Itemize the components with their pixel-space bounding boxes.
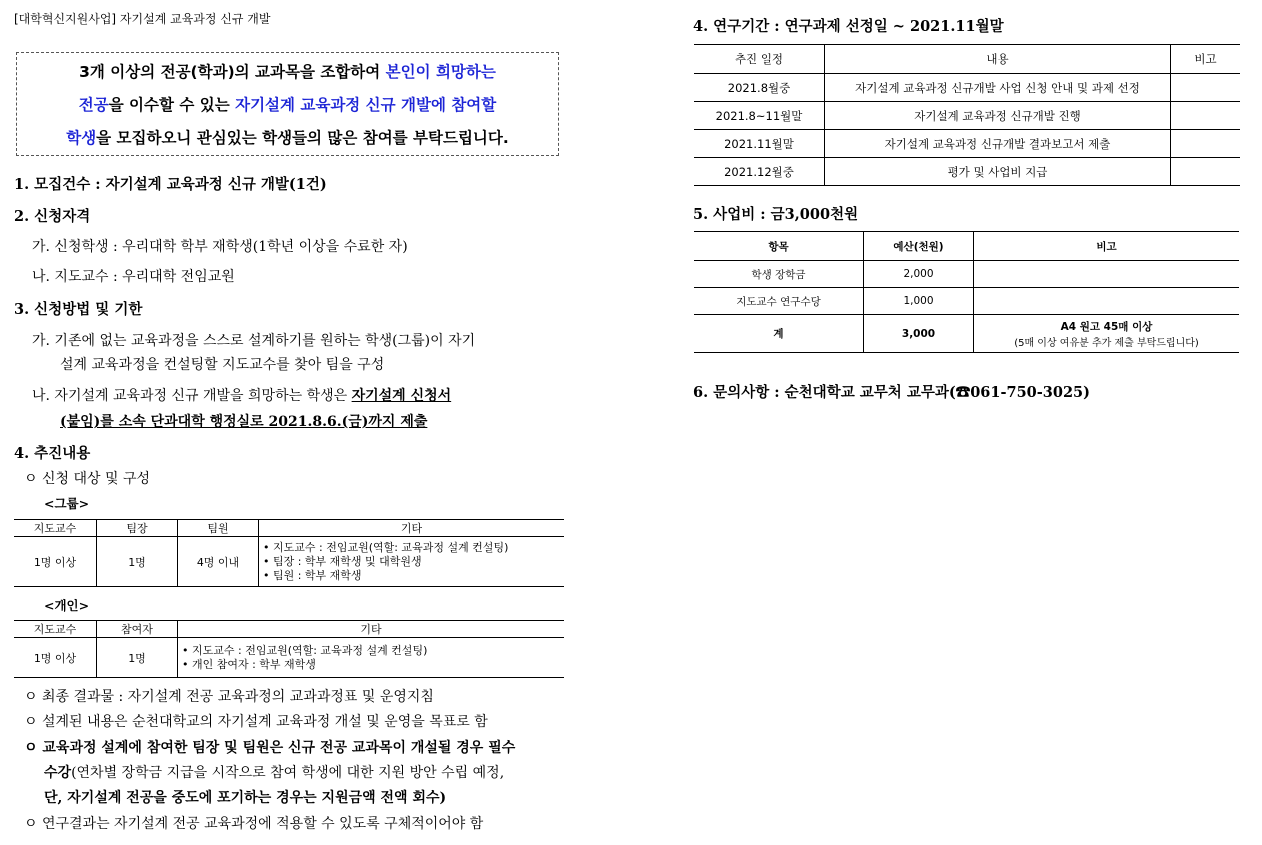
section-3-title: 3. 신청방법 및 기한 bbox=[14, 301, 143, 318]
notice-highlight: 학생 bbox=[66, 129, 97, 147]
group-etc-item: • 지도교수 : 전임교원(역할: 교육과정 설계 컨설팅) bbox=[263, 540, 509, 554]
method-b-emphasis: 자기설계 신청서 bbox=[351, 388, 452, 404]
schedule-cell bbox=[1171, 102, 1241, 130]
schedule-cell: 2021.8월중 bbox=[694, 74, 825, 102]
budget-header: 예산(천원) bbox=[864, 232, 974, 261]
group-etc-item: • 팀장 : 학부 재학생 및 대학원생 bbox=[263, 554, 422, 568]
individual-header: 지도교수 bbox=[14, 621, 97, 638]
notice-line-2 bbox=[17, 89, 558, 122]
notice-line-3 bbox=[17, 122, 558, 155]
eligibility-student: 가. 신청학생 : 우리대학 학부 재학생(1학년 이상을 수료한 자) bbox=[32, 239, 408, 255]
schedule-cell bbox=[1171, 74, 1241, 102]
budget-cell bbox=[974, 288, 1240, 315]
notice-line-1 bbox=[17, 56, 558, 89]
individual-label: <개인> bbox=[44, 598, 90, 613]
group-header: 기타 bbox=[259, 520, 565, 537]
individual-table bbox=[14, 620, 564, 678]
method-b-line-2 bbox=[60, 411, 427, 431]
individual-etc bbox=[178, 638, 565, 678]
table-row bbox=[694, 261, 1239, 288]
group-cell: 1명 이상 bbox=[14, 537, 97, 587]
section-research-period-title: 4. 연구기간 : 연구과제 선정일 ~ 2021.11월말 bbox=[693, 18, 1004, 35]
notice-box bbox=[16, 52, 559, 156]
bullet-target: ㅇ 신청 대상 및 구성 bbox=[24, 471, 150, 487]
budget-cell bbox=[974, 261, 1240, 288]
method-a-line-1: 가. 기존에 없는 교육과정을 스스로 설계하기를 원하는 학생(그룹)이 자기 bbox=[32, 333, 476, 349]
notice-highlight: 본인이 희망하는 bbox=[385, 63, 496, 81]
notice-text: 을 이수할 수 있는 bbox=[108, 96, 236, 114]
budget-total-label: 계 bbox=[694, 315, 864, 353]
schedule-cell: 2021.8~11월말 bbox=[694, 102, 825, 130]
schedule-cell: 평가 및 사업비 지급 bbox=[825, 158, 1171, 186]
table-row-total bbox=[694, 315, 1239, 353]
table-row bbox=[694, 288, 1239, 315]
section-2-title: 2. 신청자격 bbox=[14, 208, 91, 225]
table-row bbox=[694, 102, 1240, 130]
bullet-required-emphasis: 수강 bbox=[44, 765, 72, 781]
notice-highlight: 전공 bbox=[78, 96, 109, 114]
individual-etc-item: • 개인 참여자 : 학부 재학생 bbox=[182, 657, 316, 671]
schedule-cell: 2021.12월중 bbox=[694, 158, 825, 186]
schedule-cell bbox=[1171, 130, 1241, 158]
budget-total-note bbox=[974, 315, 1240, 353]
bullet-required-course-line-1: ㅇ 교육과정 설계에 참여한 팀장 및 팀원은 신규 전공 교과목이 개설될 경우 필수 bbox=[24, 740, 516, 756]
schedule-cell: 자기설계 교육과정 신규개발 사업 신청 안내 및 과제 선정 bbox=[825, 74, 1171, 102]
schedule-header: 비고 bbox=[1171, 45, 1241, 74]
group-header: 지도교수 bbox=[14, 520, 97, 537]
bullet-result: ㅇ 최종 결과물 : 자기설계 전공 교육과정의 교과과정표 및 운영지침 bbox=[24, 689, 434, 705]
bullet-goal: ㅇ 설계된 내용은 순천대학교의 자기설계 교육과정 개설 및 운영을 목표로 함 bbox=[24, 714, 488, 730]
bullet-research: ㅇ 연구결과는 자기설계 전공 교육과정에 적용할 수 있도록 구체적이어야 함 bbox=[24, 816, 484, 832]
eligibility-professor: 나. 지도교수 : 우리대학 전임교원 bbox=[32, 269, 235, 285]
schedule-cell bbox=[1171, 158, 1241, 186]
budget-cell: 1,000 bbox=[864, 288, 974, 315]
budget-total-value: 3,000 bbox=[864, 315, 974, 353]
section-contact: 6. 문의사항 : 순천대학교 교무처 교무과(☎061-750-3025) bbox=[693, 384, 1090, 401]
notice-text: 을 모집하오니 관심있는 학생들의 많은 참여를 부탁드립니다. bbox=[96, 129, 509, 147]
notice-text: 3개 이상의 전공(학과)의 교과목을 조합하여 bbox=[79, 63, 386, 81]
section-1-recruit-count: 1. 모집건수 : 자기설계 교육과정 신규 개발(1건) bbox=[14, 176, 327, 193]
group-label: <그룹> bbox=[44, 496, 90, 511]
budget-header: 항목 bbox=[694, 232, 864, 261]
method-b-text: 나. 자기설계 교육과정 신규 개발을 희망하는 학생은 bbox=[32, 388, 352, 404]
group-cell: 4명 이내 bbox=[178, 537, 259, 587]
group-etc-item: • 팀원 : 학부 재학생 bbox=[263, 568, 362, 582]
individual-cell: 1명 bbox=[97, 638, 178, 678]
schedule-header: 내용 bbox=[825, 45, 1171, 74]
schedule-cell: 자기설계 교육과정 신규개발 진행 bbox=[825, 102, 1171, 130]
group-header: 팀장 bbox=[97, 520, 178, 537]
budget-cell: 2,000 bbox=[864, 261, 974, 288]
bullet-required-course-line-3: 단, 자기설계 전공을 중도에 포기하는 경우는 지원금액 전액 회수) bbox=[44, 790, 447, 806]
bullet-required-course-line-2 bbox=[44, 762, 504, 782]
section-4-title: 4. 추진내용 bbox=[14, 445, 91, 462]
group-table bbox=[14, 519, 564, 587]
group-etc bbox=[259, 537, 565, 587]
method-a-line-2: 설계 교육과정을 컨설팅할 지도교수를 찾아 팀을 구성 bbox=[60, 357, 385, 373]
individual-cell: 1명 이상 bbox=[14, 638, 97, 678]
individual-header: 기타 bbox=[178, 621, 565, 638]
group-cell: 1명 bbox=[97, 537, 178, 587]
table-row bbox=[694, 130, 1240, 158]
schedule-cell: 자기설계 교육과정 신규개발 결과보고서 제출 bbox=[825, 130, 1171, 158]
table-row bbox=[694, 158, 1240, 186]
schedule-header: 추진 일정 bbox=[694, 45, 825, 74]
method-b-deadline: (붙임)를 소속 단과대학 행정실로 2021.8.6.(금)까지 제출 bbox=[60, 414, 428, 430]
budget-table bbox=[694, 231, 1239, 353]
budget-note-line: (5매 이상 여유분 추가 제출 부탁드립니다) bbox=[1014, 337, 1199, 349]
notice-highlight: 자기설계 교육과정 신규 개발에 참여할 bbox=[235, 96, 497, 114]
budget-header: 비고 bbox=[974, 232, 1240, 261]
method-b-line-1 bbox=[32, 385, 451, 405]
budget-cell: 지도교수 연구수당 bbox=[694, 288, 864, 315]
individual-etc-item: • 지도교수 : 전임교원(역할: 교육과정 설계 컨설팅) bbox=[182, 643, 428, 657]
table-row bbox=[694, 74, 1240, 102]
budget-note-line: A4 원고 45매 이상 bbox=[1060, 320, 1153, 333]
schedule-cell: 2021.11월말 bbox=[694, 130, 825, 158]
bullet-required-text: (연차별 장학금 지급을 시작으로 참여 학생에 대한 지원 방안 수립 예정, bbox=[71, 765, 505, 781]
group-header: 팀원 bbox=[178, 520, 259, 537]
section-budget-title: 5. 사업비 : 금3,000천원 bbox=[693, 206, 859, 223]
schedule-table bbox=[694, 44, 1240, 186]
page-title: [대학혁신지원사업] 자기설계 교육과정 신규 개발 bbox=[14, 12, 271, 26]
budget-cell: 학생 장학금 bbox=[694, 261, 864, 288]
individual-header: 참여자 bbox=[97, 621, 178, 638]
